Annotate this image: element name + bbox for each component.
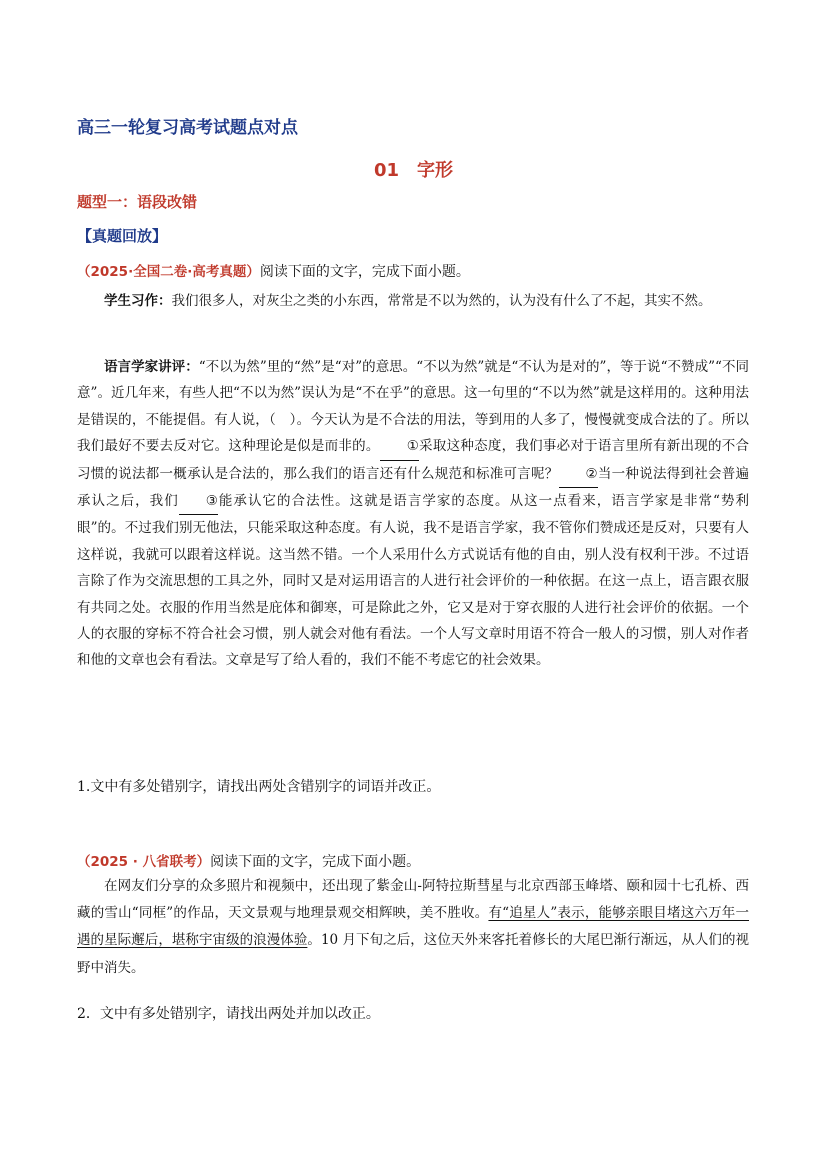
q2-text-a: 在网友们分享的众多照片和视频中，还出现了紫金山-阿特拉斯彗星与北京西部玉峰塔、颐和园十七孔桥、西藏的雪山“同框”的作品，天文景观与地理景观交相辉映，美不胜收。 — [77, 878, 749, 922]
blank-2: ② — [559, 461, 598, 488]
q2-lead — [77, 850, 420, 871]
question-type-heading: 题型一：语段改错 — [77, 193, 198, 211]
q1-source: （2025·全国二卷·高考真题） — [77, 264, 260, 280]
expert-text-4: 能承认它的合法性。这就是语言学家的态度。从这一点看来，语言学家是非常“势利眼”的。不过我们别无他法，只能采取这种态度。有人说，我不是语言学家，我不管你们赞成还是反对，只要有人这样说，我就可以跟着这样说。这当然不错。一个人采用什么方式说话有他的自由，别人没有权利干涉。不过语言除了作为交流思想的工具之外，同时又是对运用语言的人进行社会评价的一种依据。在这一点上，语言跟衣服有共同之处。衣服的作用当然是庇体和御寒，可是除此之外，它又是对于穿衣服的人进行社会评价的依据。一个人的衣服的穿标不符合社会习惯，别人就会对他有看法。一个人写文章时用语不符合一般人的习惯，别人对作者和他的文章也会有看法。文章是写了给人看的，我们不能不考虑它的社会效果。 — [77, 493, 750, 669]
q1-expert-paragraph — [77, 354, 749, 674]
q1-student-paragraph — [77, 288, 749, 314]
expert-label: 语言学家讲评： — [104, 359, 199, 375]
q2-instruction: 阅读下面的文字，完成下面小题。 — [210, 854, 421, 870]
expert-text-2: 采取这种态度，我们事必对于语言里所有新出现的不合习惯的说法都一概承认是合法的，那么我们的语言还有什么规范和标准可言呢？ — [77, 438, 750, 482]
q1-lead — [77, 260, 470, 281]
q1-question: 1.文中有多处错别字，请找出两处含错别字的词语并改正。 — [77, 779, 441, 795]
q2-text-b: 。10 月下旬之后，这位天外来客托着修长的大尾巴渐行渐远，从人们的视野中消失。 — [77, 932, 750, 976]
student-text: 我们很多人，对灰尘之类的小东西，常常是不以为然的，认为没有什么了不起，其实不然。 — [171, 293, 712, 309]
review-label: 【真题回放】 — [77, 227, 168, 245]
document-header-title: 高三一轮复习高考试题点对点 — [77, 118, 298, 138]
q2-source: （2025 · 八省联考） — [77, 854, 211, 870]
blank-3: ③ — [179, 488, 218, 515]
q2-question: 2．文中有多处错别字，请找出两处并加以改正。 — [77, 1006, 380, 1022]
student-label: 学生习作： — [104, 293, 172, 309]
blank-1: ① — [380, 433, 419, 460]
q2-passage — [77, 873, 749, 982]
expert-text-3: 当一种说法得到社会普遍承认之后，我们 — [77, 465, 749, 510]
section-title: 01 字形 — [373, 160, 454, 181]
expert-text-1: “不以为然”里的“然”是“对”的意思。“不以为然”就是“不认为是对的”，等于说“不赞成”“不同意”。近几年来，有些人把“不以为然”误认为是“不在乎”的意思。这一句里的“不以为然”就是这样用的。这种用法是错误的，不能提倡。有人说，（ ）。今天认为是不合法的用法，等到用的人多了，慢慢就变成合法的了。所以我们最好不要去反对它。这种理论是似是而非的。 — [77, 359, 749, 455]
q1-instruction: 阅读下面的文字，完成下面小题。 — [259, 264, 470, 280]
q2-underlined-sentence: 有“追星人”表示，能够亲眼目堵这六万年一遇的星际邂后，堪称宇宙级的浪漫体验 — [77, 905, 749, 949]
